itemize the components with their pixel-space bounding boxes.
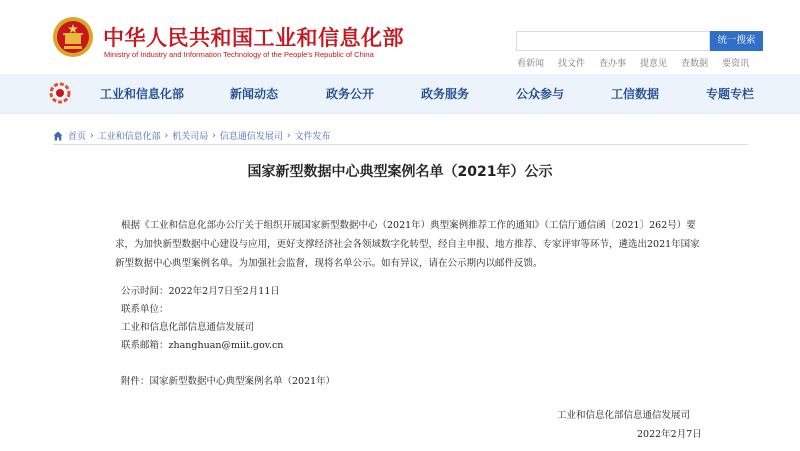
breadcrumb-home[interactable]: 首页	[68, 132, 87, 142]
contact-unit: 工业和信息化部信息通信发展司	[121, 322, 255, 333]
site-header	[0, 0, 800, 74]
signature: 工业和信息化部信息通信发展司	[557, 410, 691, 421]
notice-period: 公示时间：2022年2月7日至2月11日	[121, 286, 280, 297]
quick-link-info[interactable]: 要资讯	[722, 59, 750, 69]
nav-item-miit[interactable]: 工业和信息化部	[100, 87, 185, 101]
quick-link-services[interactable]: 查办事	[599, 59, 627, 69]
article-title: 国家新型数据中心典型案例名单（2021年）公示	[247, 164, 553, 180]
content-divider	[53, 144, 748, 145]
search-input[interactable]	[516, 31, 710, 51]
nav-item-gov-services[interactable]: 政务服务	[421, 87, 470, 101]
quick-link-feedback[interactable]: 提意见	[640, 59, 668, 69]
nav-item-gov-affairs[interactable]: 政务公开	[326, 87, 375, 101]
site-subtitle: Ministry of Industry and Information Technology of the People's Republic of China	[104, 50, 374, 59]
publish-date: 2022年2月7日	[637, 429, 702, 440]
breadcrumb-separator: ›	[212, 130, 216, 141]
breadcrumb-departments[interactable]: 机关司局	[172, 132, 209, 142]
breadcrumb-separator: ›	[90, 130, 94, 141]
attachment-link[interactable]: 附件：国家新型数据中心典型案例名单（2021年）	[121, 376, 336, 387]
quick-link-news[interactable]: 看新闻	[517, 59, 545, 69]
article-paragraph: 根据《工业和信息化部办公厅关于组织开展国家新型数据中心（2021年）典型案例推荐工作的通知》（工信厅通信函〔2021〕262号）要求，为加快新型数据中心建设与应用，更好支撑经济社会各领域数字化转型，经自主申报、地方推荐、专家评审等环节，遴选出2021年国家新型数据中心典型案例名单。为加强社会监督，现将名单公示。如有异议，请在公示期内以邮件反馈。	[115, 220, 700, 269]
breadcrumb-documents[interactable]: 文件发布	[294, 132, 331, 142]
breadcrumb-miit[interactable]: 工业和信息化部	[97, 132, 161, 142]
nav-item-data[interactable]: 工信数据	[611, 87, 660, 101]
contact-unit-label: 联系单位：	[121, 304, 169, 315]
contact-email: 联系邮箱：zhanghuan@miit.gov.cn	[121, 340, 284, 351]
national-emblem-icon	[52, 16, 94, 58]
breadcrumb-separator: ›	[286, 130, 291, 141]
nav-item-public-participation[interactable]: 公众参与	[516, 87, 565, 101]
breadcrumb-separator: ›	[164, 130, 169, 141]
main-nav	[0, 74, 800, 114]
quick-links	[517, 56, 763, 69]
site-title[interactable]: 中华人民共和国工业和信息化部	[103, 26, 404, 50]
breadcrumb-ict-dept[interactable]: 信息通信发展司	[219, 132, 283, 142]
quick-link-files[interactable]: 找文件	[558, 59, 586, 69]
nav-item-topics[interactable]: 专题专栏	[706, 87, 755, 101]
breadcrumb	[53, 129, 331, 142]
search-button[interactable]: 统一搜索	[710, 31, 763, 51]
ministry-logo-icon[interactable]	[49, 82, 71, 104]
quick-link-data[interactable]: 查数据	[681, 59, 709, 69]
nav-item-news[interactable]: 新闻动态	[230, 87, 279, 101]
home-icon	[53, 131, 63, 141]
